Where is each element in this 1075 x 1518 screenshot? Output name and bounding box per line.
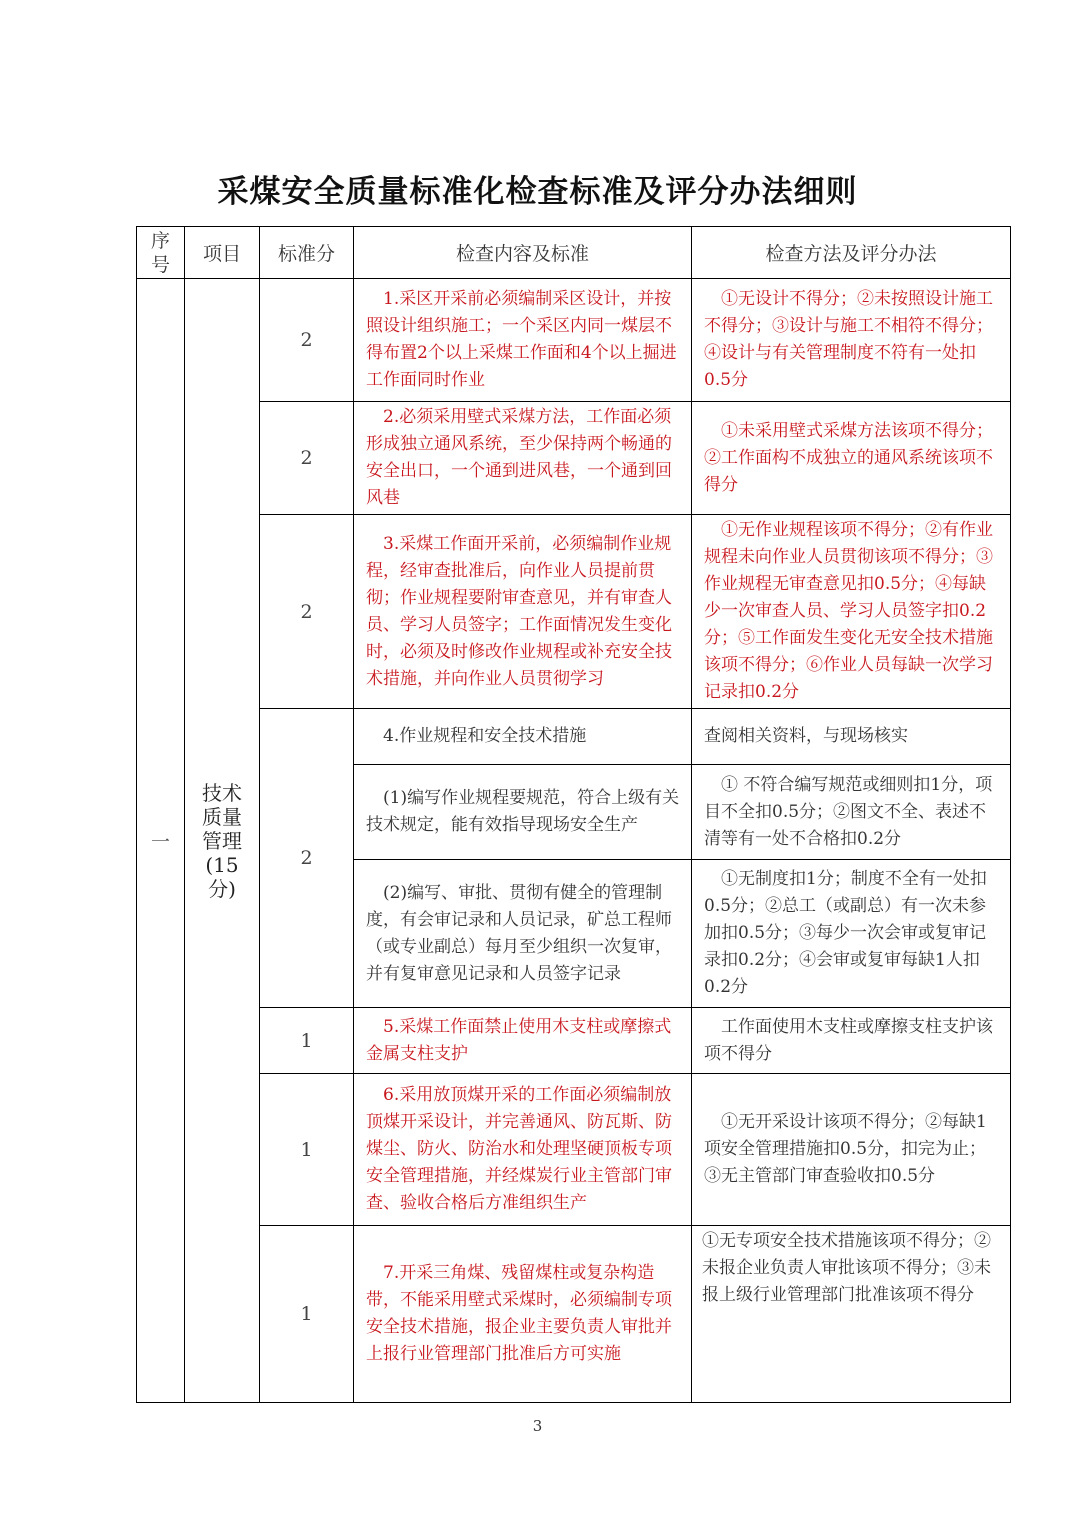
standards-table [136, 226, 1011, 1403]
header-score: 标准分 [260, 227, 354, 279]
section-seq: 一 [137, 279, 185, 1403]
table-row [137, 515, 1011, 709]
row-score: 2 [260, 515, 354, 709]
section-project [185, 279, 260, 1403]
row-content [354, 279, 692, 402]
row-content [354, 765, 692, 860]
method-text: 工作面使用木支柱或摩擦支柱支护该项不得分 [704, 1016, 993, 1064]
header-row [137, 227, 1011, 279]
content-text: 6.采用放顶煤开采的工作面必须编制放顶煤开采设计，并完善通风、防瓦斯、防煤尘、防火、防治水和处理坚硬顶板专项安全管理措施，并经煤炭行业主管部门审查、验收合格后方准组织生产 [366, 1085, 672, 1213]
table-row [137, 1074, 1011, 1226]
table-row [137, 279, 1011, 402]
row-score: 1 [260, 1008, 354, 1074]
method-text: 查阅相关资料，与现场核实 [704, 726, 908, 746]
page-number: 3 [532, 1417, 543, 1435]
header-method: 检查方法及评分办法 [692, 227, 1011, 279]
row-method [692, 515, 1011, 709]
document-title: 采煤安全质量标准化检查标准及评分办法细则 [217, 174, 858, 210]
table-row [137, 1008, 1011, 1074]
header-seq [137, 227, 185, 279]
row-method [692, 860, 1011, 1008]
row-content [354, 1008, 692, 1074]
row-method [692, 1008, 1011, 1074]
row-content [354, 1074, 692, 1226]
method-text: ①无制度扣1分；制度不全有一处扣0.5分；②总工（或副总）有一次未参加扣0.5分；③每少一次会审或复审记录扣0.2分；④会审或复审每缺1人扣0.2分 [704, 869, 987, 997]
method-text: ①无作业规程该项不得分；②有作业规程未向作业人员贯彻该项不得分；③作业规程无审查意见扣0.5分；④每缺少一次审查人员、学习人员签字扣0.2分；⑤工作面发生变化无安全技术措施该项不得分；⑥作业人员每缺一次学习记录扣0.2分 [704, 520, 993, 702]
content-text: 2.必须采用壁式采煤方法，工作面必须形成独立通风系统，至少保持两个畅通的安全出口，一个通到进风巷，一个通到回风巷 [366, 407, 672, 508]
row-score: 2 [260, 279, 354, 402]
row-method [692, 1226, 1011, 1403]
row-content [354, 1226, 692, 1403]
table-row [137, 1226, 1011, 1403]
row-content [354, 402, 692, 515]
content-text: 4.作业规程和安全技术措施 [383, 726, 587, 746]
content-text: (1)编写作业规程要规范，符合上级有关技术规定，能有效指导现场安全生产 [366, 788, 680, 835]
row-method [692, 765, 1011, 860]
row-score: 1 [260, 1074, 354, 1226]
content-text: 1.采区开采前必须编制采区设计，并按照设计组织施工；一个采区内同一煤层不得布置2个以上采煤工作面和4个以上掘进工作面同时作业 [366, 289, 677, 390]
row-content [354, 860, 692, 1008]
row-content [354, 515, 692, 709]
row-method [692, 279, 1011, 402]
row-method [692, 709, 1011, 765]
row-score: 2 [260, 402, 354, 515]
method-text: ①未采用壁式采煤方法该项不得分；②工作面构不成独立的通风系统该项不得分 [704, 420, 993, 495]
row-score: 1 [260, 1226, 354, 1403]
table-row [137, 402, 1011, 515]
method-text: ①无开采设计该项不得分；②每缺1项安全管理措施扣0.5分，扣完为止；③无主管部门审查验收扣0.5分 [704, 1112, 987, 1186]
table-row [137, 709, 1011, 765]
row-score: 2 [260, 709, 354, 1008]
method-text: ① 不符合编写规范或细则扣1分，项目不全扣0.5分；②图文不全、表述不清等有一处不合格扣0.2分 [704, 774, 993, 849]
method-text: ①无设计不得分；②未按照设计施工不得分；③设计与施工不相符不得分；④设计与有关管理制度不符有一处扣0.5分 [704, 289, 993, 390]
content-text: 7.开采三角煤、残留煤柱或复杂构造带，不能采用壁式采煤时，必须编制专项安全技术措施，报企业主要负责人审批并上报行业管理部门批准后方可实施 [366, 1263, 672, 1364]
header-project: 项目 [185, 227, 260, 279]
row-method [692, 1074, 1011, 1226]
header-content: 检查内容及标准 [354, 227, 692, 279]
row-method [692, 402, 1011, 515]
content-text: 5.采煤工作面禁止使用木支柱或摩擦式金属支柱支护 [366, 1016, 672, 1064]
content-text: (2)编写、审批、贯彻有健全的管理制度，有会审记录和人员记录，矿总工程师（或专业副总）每月至少组织一次复审，并有复审意见记录和人员签字记录 [366, 882, 672, 984]
row-content [354, 709, 692, 765]
content-text: 3.采煤工作面开采前，必须编制作业规程，经审查批准后，向作业人员提前贯彻；作业规程要附审查意见，并有审查人员、学习人员签字；工作面情况发生变化时，必须及时修改作业规程或补充安全技术措施，并向作业人员贯彻学习 [366, 533, 672, 689]
header-seq-label: 序号 [151, 229, 171, 276]
section-project-label: 技术质量管理(15分) [202, 780, 242, 901]
method-text: ①无专项安全技术措施该项不得分；②未报企业负责人审批该项不得分；③未报上级行业管理部门批准该项不得分 [702, 1231, 991, 1305]
